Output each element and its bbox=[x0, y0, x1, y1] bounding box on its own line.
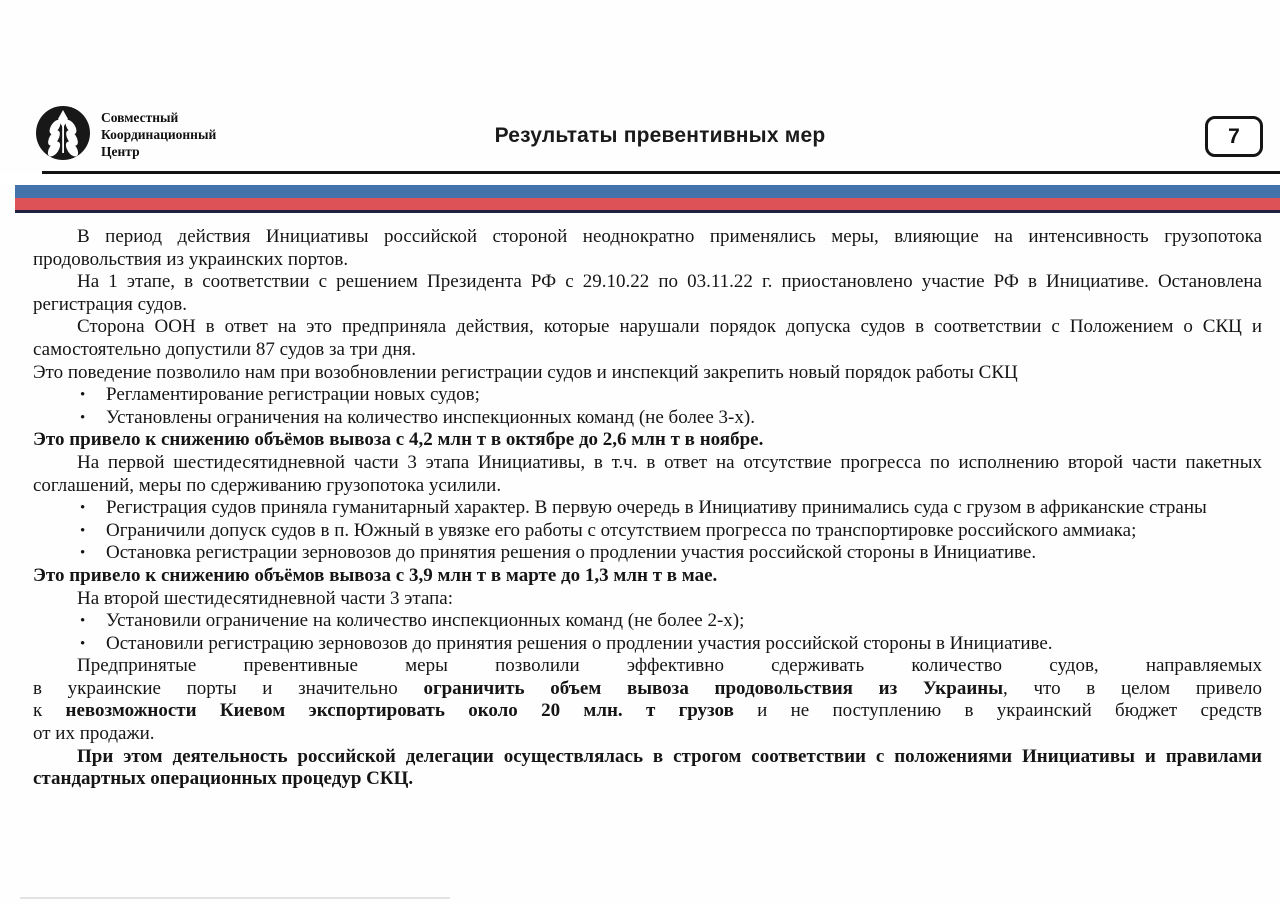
bullet-item bbox=[33, 633, 1262, 656]
bullet-dot: • bbox=[80, 613, 86, 630]
flag-line-navy bbox=[15, 210, 1280, 213]
bullet-text: Остановили регистрацию зерновозов до принятия решения о продлении участия российской стороны в Инициативе. bbox=[106, 632, 1053, 654]
summary-line3-pre: к bbox=[33, 700, 66, 722]
summary-line2 bbox=[33, 678, 1262, 701]
bullet-dot: • bbox=[80, 500, 86, 517]
bullet-text: Регистрация судов приняла гуманитарный характер. В первую очередь в Инициативу принимались суда с грузом в африканские страны bbox=[106, 497, 1207, 519]
highlight-export-drop-autumn: Это привело к снижению объёмов вывоза с 4,2 млн т в октябре до 2,6 млн т в ноябре. bbox=[33, 429, 764, 451]
bullet-text: Установлены ограничения на количество инспекционных команд (не более 3-х). bbox=[106, 406, 755, 428]
paragraph-new-order: Это поведение позволило нам при возобновлении регистрации судов и инспекций закрепить новый порядок работы СКЦ bbox=[33, 361, 1018, 383]
summary-line2-pre: в украинские порты и значительно bbox=[33, 677, 424, 699]
summary-line3 bbox=[33, 700, 1262, 723]
page-number-badge bbox=[1205, 116, 1263, 157]
bullet-text: Остановка регистрации зерновозов до принятия решения о продлении участия российской стороны в Инициативе. bbox=[106, 542, 1037, 564]
paragraph-period: В период действия Инициативы российской стороной неоднократно применялись меры, влияющие на интенсивность грузопотока продовольствия из украинских портов. bbox=[33, 226, 1262, 270]
flag-stripe-blue bbox=[15, 185, 1280, 198]
flag-stripe-red bbox=[15, 198, 1280, 210]
summary-line1 bbox=[33, 655, 1262, 678]
paragraph-stage1: На 1 этапе, в соответствии с решением Президента РФ с 29.10.22 по 03.11.22 г. приостановлено участие РФ в Инициативе. Остановлена регистрация судов. bbox=[33, 271, 1262, 315]
highlight-export-drop-spring: Это привело к снижению объёмов вывоза с 3,9 млн т в марте до 1,3 млн т в мае. bbox=[33, 564, 718, 586]
paragraph-compliance bbox=[33, 746, 1262, 791]
bullet-text: Ограничили допуск судов в п. Южный в увязке его работы с отсутствием прогресса по транспортировке российского аммиака; bbox=[106, 519, 1137, 541]
bullet-dot: • bbox=[80, 409, 86, 426]
bullet-text: Регламентирование регистрации новых судов; bbox=[106, 384, 480, 406]
scan-artifact-line bbox=[20, 897, 450, 899]
flag-stripe bbox=[0, 171, 1280, 213]
paragraph-first-60days: На первой шестидесятидневной части 3 этапа Инициативы, в т.ч. в ответ на отсутствие прогресса по исполнению второй части пакетных соглашений, меры по сдерживанию грузопотока усилили. bbox=[33, 451, 1262, 496]
org-name-line1: Совместный bbox=[101, 110, 179, 125]
bullet-item bbox=[33, 610, 1262, 633]
paragraph-un-side: Сторона ООН в ответ на это предприняла действия, которые нарушали порядок допуска судов в соответствии с Положением о СКЦ и самостоятельно допустили 87 судов за три дня. bbox=[33, 316, 1262, 360]
bullet-dot: • bbox=[80, 635, 86, 652]
bullet-dot: • bbox=[80, 387, 86, 404]
summary-line4: от их продажи. bbox=[33, 723, 155, 745]
page-title: Результаты превентивных мер bbox=[494, 124, 826, 147]
bullet-item bbox=[33, 520, 1262, 543]
compliance-line2: стандартных операционных процедур СКЦ. bbox=[33, 768, 414, 790]
summary-line1-text: Предпринятые превентивные меры позволили эффективно сдерживать количество судов, направляемых bbox=[77, 655, 1262, 677]
compliance-line1 bbox=[33, 746, 1262, 769]
summary-line3-post: и не поступлению в украинский бюджет средств bbox=[733, 700, 1262, 722]
wheat-icon bbox=[34, 104, 92, 162]
page-number: 7 bbox=[1228, 124, 1240, 148]
flag-stripe-white bbox=[0, 174, 1280, 185]
org-name-line3: Центр bbox=[101, 144, 140, 159]
bullet-dot: • bbox=[80, 545, 86, 562]
bullet-text: Установили ограничение на количество инспекционных команд (не более 2-х); bbox=[106, 610, 745, 632]
paragraph-summary bbox=[33, 655, 1262, 745]
org-name-line2: Координационный bbox=[101, 127, 217, 142]
summary-line2-post: , что в целом привело bbox=[1003, 677, 1262, 699]
paragraph-second-60days: На второй шестидесятидневной части 3 этапа: bbox=[77, 587, 454, 609]
bullet-item bbox=[33, 407, 1262, 430]
compliance-line1-text: При этом деятельность российской делегации осуществлялась в строгом соответствии с положениями Инициативы и правилами bbox=[77, 745, 1262, 767]
bullet-item bbox=[33, 542, 1262, 565]
document-body bbox=[33, 226, 1262, 791]
summary-line3-bold: невозможности Киевом экспортировать около 20 млн. т грузов bbox=[65, 700, 734, 722]
bullet-item bbox=[33, 497, 1262, 520]
bullet-dot: • bbox=[80, 522, 86, 539]
summary-line2-bold: ограничить объем вывоза продовольствия из Украины bbox=[423, 677, 1004, 699]
bullet-item bbox=[33, 384, 1262, 407]
